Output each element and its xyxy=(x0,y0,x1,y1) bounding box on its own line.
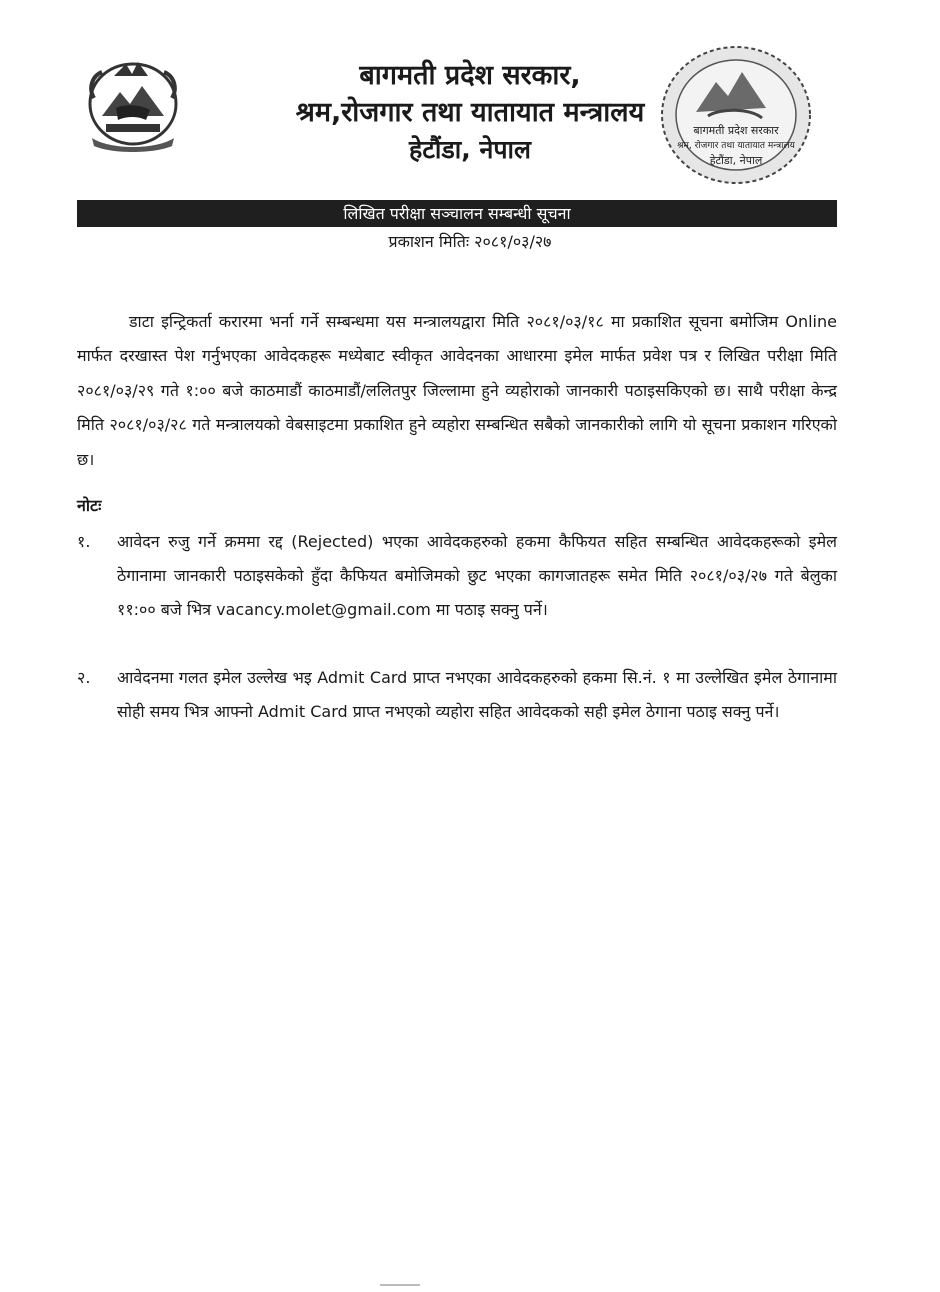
ministry-name: श्रम,रोजगार तथा यातायात मन्त्रालय xyxy=(295,97,645,128)
note-number: १. xyxy=(77,532,91,551)
nepal-coat-of-arms-icon xyxy=(80,58,186,154)
notice-title: लिखित परीक्षा सञ्चालन सम्बन्धी सूचना xyxy=(77,200,837,227)
note-item xyxy=(77,525,837,627)
scan-mark xyxy=(380,1284,420,1286)
note-number: २. xyxy=(77,668,91,687)
note-text: आवेदन रुजु गर्ने क्रममा रद्द (Rejected) भएका आवेदकहरुको हकमा कैफियत सहित सम्बन्धित आवेदकहरूको इमेल ठेगानामा जानकारी पठाइसकेको हुँदा कैफियत बमोजिमको छुट भएका कागजातहरू समेत मिति २०८१/०३/२७ गते बेलुका ११:०० बजे भित्र vacancy.molet@gmail.com मा पठाइ सक्नु पर्ने। xyxy=(117,532,837,619)
publish-date: प्रकाशन मितिः २०८१/०३/२७ xyxy=(388,232,552,251)
seal-text-3: हेटौंडा, नेपाल xyxy=(709,154,763,167)
notice-body: डाटा इन्ट्रिकर्ता करारमा भर्ना गर्ने सम्बन्धमा यस मन्त्रालयद्वारा मिति २०८१/०३/१८ मा प्रकाशित सूचना बमोजिम Online मार्फत दरखास्त पेश गर्नुभएका आवेदकहरू मध्येबाट स्वीकृत आवेदनका आधारमा इमेल मार्फत प्रवेश पत्र र लिखित परीक्षा मिति २०८१/०३/२९ गते १:०० बजे काठमाडौं काठमाडौं/ललितपुर जिल्लामा हुने व्यहोराको जानकारी पठाइसकिएको छ। साथै परीक्षा केन्द्र मिति २०८१/०३/२८ गते मन्त्रालयको वेबसाइटमा प्रकाशित हुने व्यहोरा सम्बन्धित सबैको जानकारीको लागि यो सूचना प्रकाशन गरिएको छ। xyxy=(77,312,837,469)
government-name: बागमती प्रदेश सरकार, xyxy=(359,60,581,91)
note-text: आवेदनमा गलत इमेल उल्लेख भइ Admit Card प्राप्त नभएका आवेदकहरुको हकमा सि.नं. १ मा उल्लेखित इमेल ठेगानामा सोही समय भित्र आफ्नो Admit Card प्राप्त नभएको व्यहोरा सहित आवेदकको सही इमेल ठेगाना पठाइ सक्नु पर्ने। xyxy=(117,668,837,721)
note-item xyxy=(77,661,837,729)
notes-title: नोटः xyxy=(77,496,102,515)
office-location: हेटौंडा, नेपाल xyxy=(409,135,531,164)
seal-text-2: श्रम, रोजगार तथा यातायात मन्त्रालय xyxy=(677,141,795,151)
ministry-seal-icon xyxy=(658,42,814,188)
seal-text-1: बागमती प्रदेश सरकार xyxy=(693,124,779,137)
